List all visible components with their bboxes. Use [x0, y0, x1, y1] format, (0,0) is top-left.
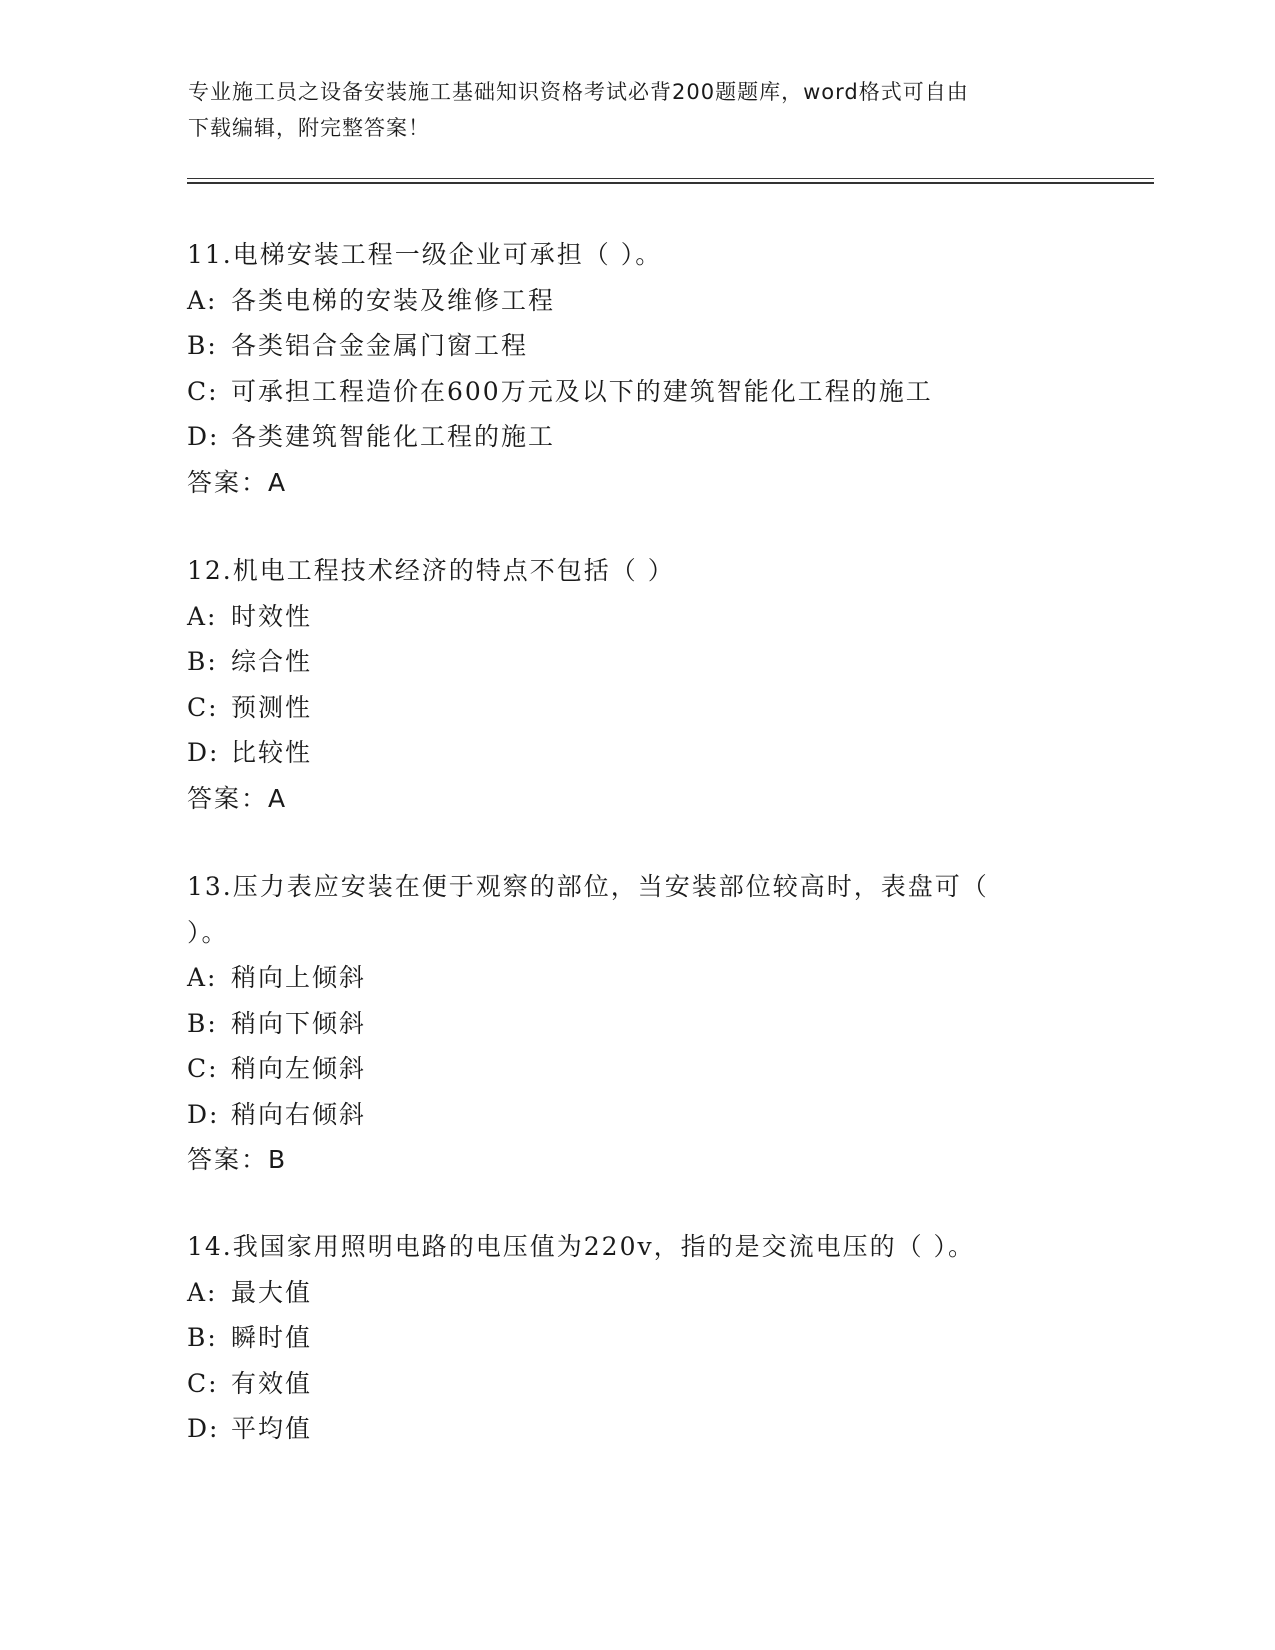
option-d [187, 1406, 1087, 1452]
option-letter: C: [187, 1368, 219, 1398]
option-c [187, 685, 1087, 731]
option-letter: A: [187, 1277, 218, 1307]
option-text: 时效性 [231, 601, 313, 631]
option-text: 最大值 [231, 1277, 313, 1307]
option-b [187, 323, 1087, 369]
option-text: 稍向上倾斜 [231, 963, 367, 992]
question-stem: 12.机电工程技术经济的特点不包括（ ） [187, 556, 675, 585]
option-b [187, 639, 1087, 685]
option-a [187, 955, 1087, 1001]
option-text: 各类电梯的安装及维修工程 [231, 285, 556, 315]
option-a [187, 278, 1087, 324]
question-stem: 14.我国家用照明电路的电压值为220v，指的是交流电压的（ ）。 [187, 1232, 976, 1261]
option-d [187, 1092, 1087, 1138]
header-line-1: 专业施工员之设备安装施工基础知识资格考试必背200题题库，word格式可自由 [188, 80, 969, 104]
option-b [187, 1001, 1087, 1047]
option-a [187, 594, 1087, 640]
question-13 [187, 864, 1087, 1183]
option-text: 稍向下倾斜 [231, 1008, 367, 1038]
option-a [187, 1270, 1087, 1316]
document-header [188, 74, 1088, 146]
header-divider-thick [187, 182, 1154, 184]
question-12 [187, 548, 1087, 821]
option-letter: A: [187, 963, 218, 992]
question-14 [187, 1224, 1087, 1452]
option-c [187, 1046, 1087, 1092]
option-letter: B: [187, 1008, 218, 1038]
option-text: 预测性 [231, 692, 313, 722]
option-letter: B: [187, 331, 218, 360]
option-letter: B: [187, 1323, 218, 1352]
option-text: 稍向左倾斜 [231, 1054, 367, 1083]
option-d [187, 730, 1087, 776]
option-letter: D: [187, 1099, 220, 1129]
option-letter: A: [187, 285, 218, 315]
option-text: 各类建筑智能化工程的施工 [231, 422, 556, 451]
option-letter: D: [187, 1414, 220, 1443]
option-c [187, 369, 1087, 415]
option-b [187, 1315, 1087, 1361]
header-divider-thin [187, 178, 1154, 179]
question-stem-line-1: 13.压力表应安装在便于观察的部位，当安装部位较高时，表盘可（ [187, 872, 989, 901]
option-letter: D: [187, 738, 220, 767]
option-text: 瞬时值 [231, 1323, 313, 1352]
answer-line: 答案：A [187, 783, 288, 813]
option-text: 有效值 [231, 1368, 313, 1398]
question-11 [187, 232, 1087, 505]
answer-line: 答案：B [187, 1145, 288, 1174]
option-text: 平均值 [231, 1414, 313, 1443]
option-letter: C: [187, 376, 219, 406]
question-stem-line-2: ）。 [187, 917, 229, 947]
option-letter: C: [187, 1054, 219, 1083]
option-text: 各类铝合金金属门窗工程 [231, 331, 529, 360]
answer-line: 答案：A [187, 467, 288, 497]
option-letter: D: [187, 422, 220, 451]
question-stem: 11.电梯安装工程一级企业可承担（ ）。 [187, 240, 663, 269]
option-d [187, 414, 1087, 460]
option-letter: A: [187, 601, 218, 631]
option-text: 综合性 [231, 647, 313, 676]
option-c [187, 1361, 1087, 1407]
option-text: 比较性 [231, 738, 313, 767]
option-letter: B: [187, 647, 218, 676]
header-line-2: 下载编辑，附完整答案！ [188, 116, 430, 140]
option-letter: C: [187, 692, 219, 722]
option-text: 稍向右倾斜 [231, 1099, 367, 1129]
option-text: 可承担工程造价在600万元及以下的建筑智能化工程的施工 [231, 376, 933, 406]
